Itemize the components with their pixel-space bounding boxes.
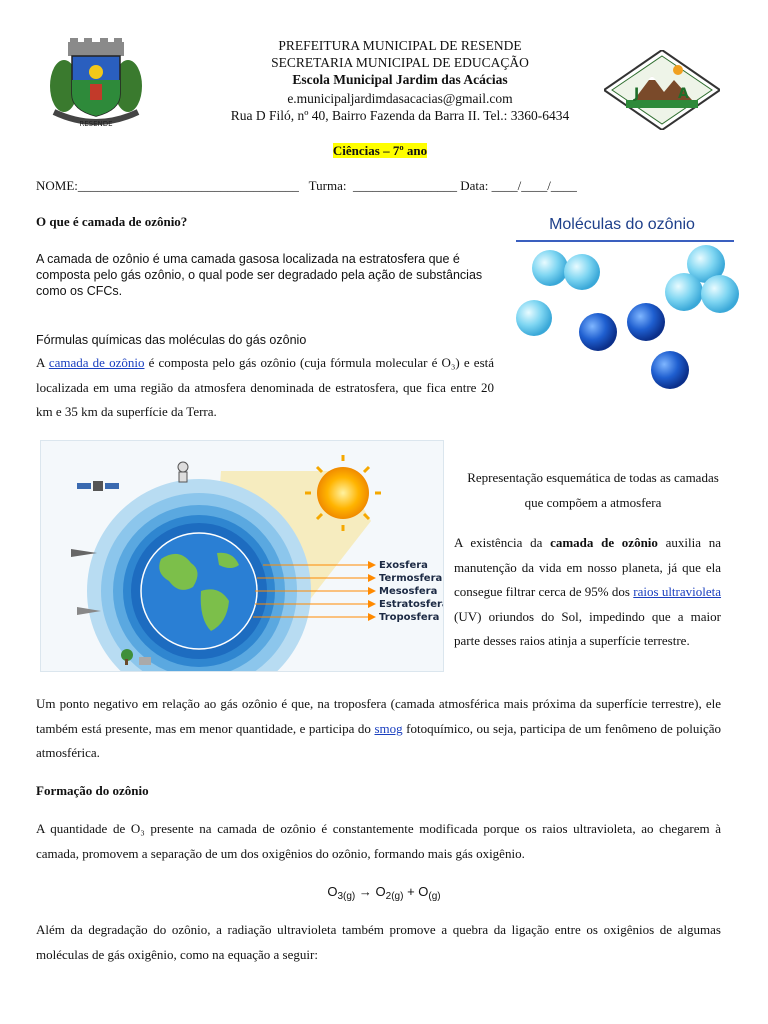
- section1-text: A camada de ozônio é uma camada gasosa localizada na estratosfera que é composta pelo gás ozônio, o qual pode ser degradado pela ação de substâncias como os CFCs.: [36, 252, 483, 298]
- svg-text:J: J: [634, 86, 640, 102]
- section2-text: A quantidade de O₃ presente na camada de ozônio é constantemente modificada porque os raios ultravioleta, ao chegarem à camada, promovem a separação de um dos oxigênios do ozônio, formando mais gás oxigênio.: [36, 821, 721, 861]
- turma-field[interactable]: ________________: [352, 178, 457, 193]
- p2-rest: é composta pelo gás ozônio (cuja fórmula molecular é O₃) e está localizada em uma região da atmosfera denominada de estratosfera, que fica entre 20 km e 35 km da superfície da Terra.: [36, 355, 495, 419]
- nome-field[interactable]: __________________________________: [77, 178, 299, 193]
- dark-sphere: [579, 313, 617, 351]
- eq-product2-sub: (g): [428, 891, 441, 902]
- paragraph-uv-filter: [454, 531, 721, 654]
- section2-text2: Além da degradação do ozônio, a radiação ultravioleta também promove a quebra da ligação entre os oxigênios de algumas moléculas de gás oxigênio, como na equação a seguir:: [36, 922, 721, 962]
- layer-label-troposfera: Troposfera: [379, 612, 440, 623]
- header-prefeitura: PREFEITURA MUNICIPAL DE RESENDE: [278, 38, 522, 53]
- turma-label: Turma:: [308, 178, 347, 193]
- layer-label-estratosfera: Estratosfera: [379, 599, 443, 610]
- dark-sphere: [651, 351, 689, 389]
- light-sphere: [532, 250, 568, 286]
- p4-end: fotoquímico, ou seja, participa de um fenômeno de poluição atmosférica.: [36, 720, 721, 760]
- earth: [141, 533, 257, 649]
- ozone-molecules-figure: [510, 210, 750, 400]
- light-sphere: [701, 275, 739, 313]
- student-form-line: [36, 178, 577, 194]
- light-sphere: [564, 254, 600, 290]
- nome-label: NOME:: [36, 178, 78, 193]
- p3-middle: auxilia na manutenção da vida em nosso planeta, já que ela consegue filtrar cerca de 95% dos: [454, 535, 722, 599]
- eq-lhs-sub: 3(g): [337, 891, 356, 902]
- section-title-formacao: Formação do ozônio: [36, 783, 149, 798]
- link-raios-ultravioleta[interactable]: raios ultravioleta: [633, 584, 722, 599]
- p3-end: (UV) oriundos do Sol, impedindo que a maior parte desses raios atinja a superfície terrestre.: [454, 608, 721, 648]
- subject-title: [300, 143, 460, 159]
- municipal-seal-logo: [46, 38, 146, 130]
- seal-text: RESENDE: [79, 120, 113, 128]
- header-address: Rua D Filó, nº 40, Bairro Fazenda da Barra II. Tel.: 3360-6434: [230, 108, 570, 123]
- eq-product2: O: [418, 884, 429, 899]
- svg-text:A: A: [678, 86, 689, 102]
- p4-start: Um ponto negativo em relação ao gás ozônio é que, na troposfera (camada atmosférica mais próxima da superfície terrestre), ele também está presente, mas em menor quantidade, e participa do: [36, 696, 721, 736]
- eq-lhs: O: [327, 884, 338, 899]
- dark-sphere: [627, 303, 665, 341]
- section-title-o-que-e: O que é camada de ozônio?: [36, 214, 188, 229]
- atmosphere-figure: [40, 440, 444, 672]
- header-secretaria: SECRETARIA MUNICIPAL DE EDUCAÇÃO: [271, 55, 529, 70]
- p2-start: A: [36, 355, 45, 370]
- subject-text: Ciências – 7º ano: [332, 143, 428, 158]
- p3-start: A existência da: [454, 535, 543, 550]
- data-field[interactable]: ____/____/____: [491, 178, 577, 193]
- molecule-figure-title: Moléculas do ozônio: [549, 216, 695, 233]
- header-school-name: Escola Municipal Jardim das Acácias: [292, 72, 508, 87]
- light-sphere: [516, 300, 552, 336]
- light-sphere: [665, 273, 703, 311]
- school-logo: [604, 50, 720, 130]
- eq-product1-sub: 2(g): [385, 891, 404, 902]
- link-camada-de-ozonio[interactable]: camada de ozônio: [48, 355, 145, 370]
- data-label: Data:: [460, 178, 489, 193]
- astronaut-icon: [178, 462, 188, 482]
- ozone-equation: [250, 884, 518, 902]
- paragraph-troposfera: [36, 692, 721, 766]
- satellite-icon: [77, 481, 119, 491]
- layer-label-termosfera: Termosfera: [379, 573, 443, 584]
- eq-plus: +: [407, 884, 415, 899]
- paragraph-camada-ozonio: [36, 351, 494, 425]
- p3-bold-term: camada de ozônio: [550, 535, 658, 550]
- eq-product1: O: [375, 884, 386, 899]
- layer-label-exosfera: Exosfera: [379, 560, 428, 571]
- link-smog[interactable]: smog: [374, 720, 403, 736]
- formulas-caption: Fórmulas químicas das moléculas do gás ozônio: [36, 333, 307, 347]
- eq-arrow: →: [358, 884, 372, 899]
- atmosphere-caption: Representação esquemática de todas as camadas que compõem a atmosfera: [467, 470, 719, 510]
- layer-label-mesosfera: Mesosfera: [379, 586, 438, 597]
- header-email: e.municipaljardimdasacacias@gmail.com: [287, 91, 513, 106]
